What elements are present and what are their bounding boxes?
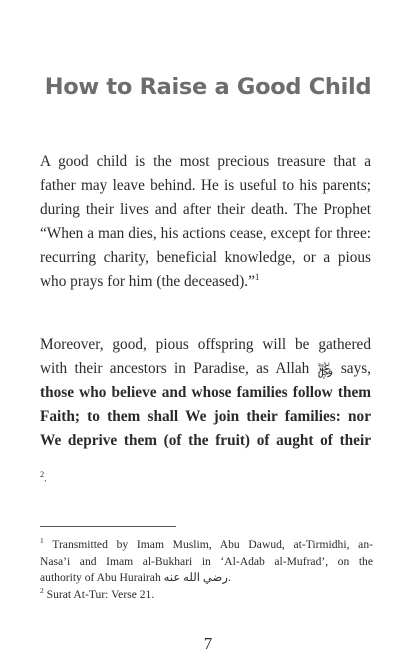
footnote-1-number: 1 <box>40 537 44 546</box>
footnote-1-line: authority of Abu Hurairah رضي الله عنه. <box>40 571 231 584</box>
paragraph-2 <box>40 333 371 453</box>
footnote-2-text: Surat At-Tur: Verse 21. <box>46 587 155 601</box>
paragraph-1-line: “When a man dies, his actions cease, except for three: <box>40 225 371 242</box>
paragraph-1-line: father may leave behind. He is useful to his parents; <box>40 177 371 194</box>
footnote-ref-2-line <box>40 470 47 484</box>
footnote-ref-1: 1 <box>254 271 260 282</box>
footnote-divider <box>40 526 176 527</box>
footnote-ref-2: 2 <box>40 470 45 479</box>
chapter-title: How to Raise a Good Child <box>44 74 372 100</box>
quote-line: Faith; to them shall We join their families: nor <box>40 408 371 425</box>
footnote-1-line <box>40 537 373 554</box>
paragraph-1-line: A good child is the most precious treasure that a <box>40 153 371 170</box>
footnote-2-line <box>40 587 373 604</box>
quote-line: those who believe and whose families follow them <box>40 384 371 401</box>
paragraph-1-last-line <box>40 270 371 294</box>
paragraph-2-line <box>40 357 371 381</box>
paragraph-1-line: recurring charity, beneficial knowledge, or a pious <box>40 249 371 266</box>
paragraph-1-line: during their lives and after their death. The Prophet <box>40 201 371 218</box>
quote-line: We deprive them (of the fruit) of aught of their <box>40 432 371 449</box>
page-number: 7 <box>203 634 213 653</box>
footnote-1-line: Nasa’i and Imam al-Bukhari in ‘Al-Adab al-Mufrad’, on the <box>40 554 373 568</box>
paragraph-2-text: with their ancestors in Paradise, as Allah ﷿ says, <box>40 360 371 377</box>
paragraph-1 <box>40 150 371 294</box>
footnote-2-number: 2 <box>40 585 44 595</box>
paragraph-1-line: who prays for him (the deceased).” <box>40 273 255 290</box>
footnote-1-text: Transmitted by Imam Muslim, Abu Dawud, at-Tirmidhi, an- <box>52 538 373 551</box>
paragraph-2-line: Moreover, good, pious offspring will be gathered <box>40 336 371 353</box>
quote-last-line <box>40 429 371 453</box>
footnotes <box>40 537 373 603</box>
footnote-ref-2-tail: . <box>44 473 47 485</box>
